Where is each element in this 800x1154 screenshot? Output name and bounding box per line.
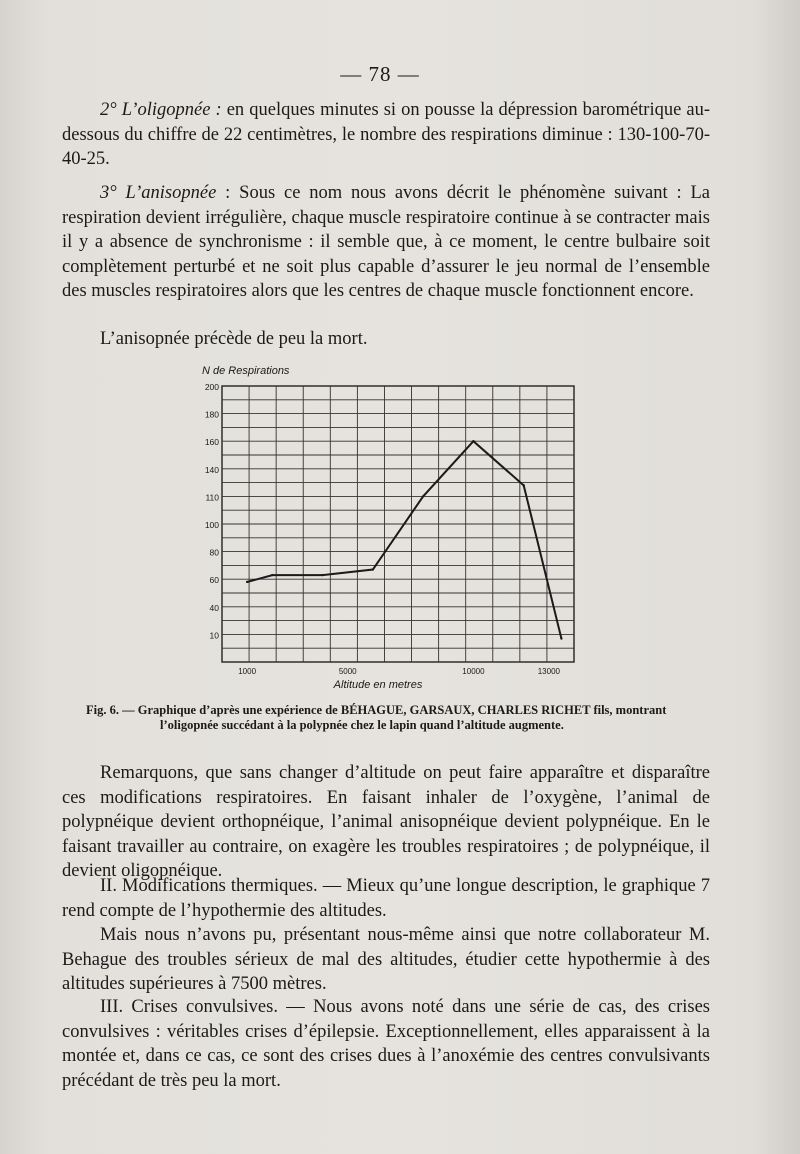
paragraph-crises-convulsives: III. Crises convulsives. — Nous avons noté dans une série de cas, des crises convulsives : véritables crises d’épilepsie. Exceptionnellement, elles apparaissent à la montée et, dans ce cas, ce sont des crises dues à l’anoxémie des centres convulsivants précédant de très peu la mort. bbox=[62, 997, 710, 1091]
x-axis-label: Altitude en metres bbox=[333, 679, 423, 691]
anisopnee-text: : Sous ce nom nous avons décrit le phénomène suivant : La respiration devient irrégulière, chaque muscle respiratoire continue à se contracter mais il y a absence de synchronisme : il semble que, à ce moment, le centre bulbaire soit complètement perturbé et ne soit plus capable d’assurer le jeu normal de l’ensemble des muscles respiratoires alors que les centres de chaque muscle fonctionnent encore. bbox=[62, 183, 710, 301]
figure-caption bbox=[86, 703, 708, 733]
oligopnee-text: en quelques minutes si on pousse la dépression barométrique au-dessous du chiffre de 22 centimètres, le nombre des respirations diminue : 130-100-70-40-25. bbox=[62, 100, 710, 169]
paragraph-remarquons: Remarquons, que sans changer d’altitude on peut faire apparaître et disparaître ces modifications respiratoires. En faisant inhaler de l’oxygène, l’animal de polypnéique devient orthopnéique, l’animal anisopnéique devient polypnéique. En le faisant travailler au contraire, on exagère les troubles respiratoires ; de polypnéique, il devient oligopnéique. bbox=[62, 763, 710, 881]
y-tick-label: 10 bbox=[209, 630, 219, 641]
data-point bbox=[560, 637, 562, 639]
x-tick-label: 5000 bbox=[338, 667, 357, 676]
y-tick-label: 180 bbox=[204, 409, 219, 420]
y-tick-label: 100 bbox=[204, 520, 219, 530]
y-tick-label: 140 bbox=[204, 464, 219, 475]
y-axis-label: N de Respirations bbox=[202, 365, 290, 377]
series-line-group bbox=[246, 440, 563, 640]
paragraph-behague: Mais nous n’avons pu, présentant nous-même ainsi que notre collaborateur M. Behague des troubles sérieux de mal des altitudes, étudier cette hypothermie à des altitudes supérieures à 7500 mètres. bbox=[62, 925, 710, 994]
page-number: — 78 — bbox=[340, 62, 420, 86]
caption-line-2: l’oligopnée succédant à la polypnée chez le lapin quand l’altitude augmente. bbox=[160, 718, 564, 732]
y-tick-label: 160 bbox=[204, 437, 219, 448]
x-axis-ticks bbox=[238, 667, 560, 676]
series-line bbox=[247, 441, 561, 638]
caption-line-1: Fig. 6. — Graphique d’après une expérience de BÉHAGUE, GARSAUX, CHARLES RICHET fils, montrant bbox=[86, 703, 667, 717]
figure-6-chart bbox=[160, 362, 610, 694]
y-tick-label: 80 bbox=[209, 547, 219, 558]
y-tick-label: 60 bbox=[209, 575, 219, 586]
x-tick-label: 13000 bbox=[537, 667, 560, 676]
x-tick-label: 1000 bbox=[238, 667, 257, 676]
data-point bbox=[321, 574, 323, 576]
data-point bbox=[422, 495, 424, 497]
data-point bbox=[472, 440, 474, 442]
data-point bbox=[271, 574, 273, 576]
data-point bbox=[246, 581, 248, 583]
oligopnee-label: 2° L’oligopnée : bbox=[100, 100, 222, 120]
y-tick-label: 40 bbox=[209, 602, 219, 613]
x-tick-label: 10000 bbox=[462, 667, 485, 676]
chart-grid bbox=[222, 386, 574, 662]
paragraph-oligopnee bbox=[62, 98, 710, 172]
data-point bbox=[523, 484, 525, 486]
paragraph-modifications-thermiques: II. Modifications thermiques. — Mieux qu’une longue description, le graphique 7 rend compte de l’hypothermie des altitudes. bbox=[62, 876, 710, 921]
y-tick-label: 110 bbox=[205, 492, 219, 503]
y-axis-ticks bbox=[205, 382, 219, 640]
paragraph-anisopnee bbox=[62, 181, 710, 304]
respiration-chart bbox=[160, 362, 610, 694]
data-point bbox=[372, 568, 374, 570]
y-tick-label: 200 bbox=[204, 382, 219, 392]
paragraph-precede: L’anisopnée précède de peu la mort. bbox=[100, 329, 368, 349]
anisopnee-label: 3° L’anisopnée bbox=[100, 183, 217, 203]
